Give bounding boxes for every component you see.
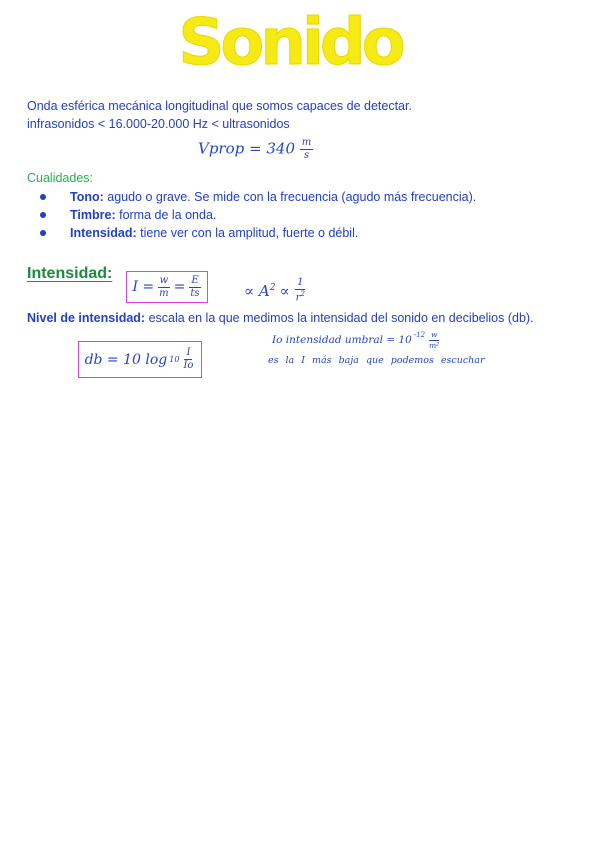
intensity-fraction-2 [188,276,201,299]
prop-a-sup: 2 [269,282,276,293]
intensity-lhs: I = [132,279,155,295]
cualidades-list [40,188,476,242]
intensidad-heading: Intensidad: [27,265,113,282]
intro-line-1: Onda esférica mecánica longitudinal que somos capaces de detectar. [27,99,412,113]
frac-den: ts [190,287,200,299]
intensity-fraction-1 [157,276,170,299]
db-log-base: 10 [169,355,180,364]
umbral-unit [427,331,441,349]
nivel-term: Nivel de intensidad: [27,311,146,325]
speed-unit-fraction [300,138,313,161]
prop-a: ∝ A [244,281,270,300]
prop-fraction [294,278,307,303]
list-item [40,206,476,224]
umbral-text: Io intensidad umbral = 10 [272,334,412,346]
speed-formula [198,138,313,161]
item-desc: tiene ver con la amplitud, fuerte o débil. [136,226,359,240]
item-desc: agudo o grave. Se mide con la frecuencia (agudo más frecuencia). [103,190,477,204]
db-lhs: db = 10 log [84,351,168,368]
item-term: Timbre: [70,208,116,222]
intro-line-2: infrasonidos < 16.000-20.000 Hz < ultrasonidos [27,117,290,131]
list-item [40,188,476,206]
speed-unit-den: s [303,150,310,161]
prop-symbol: ∝ [279,281,290,300]
speed-unit-num: m [301,137,312,148]
db-fraction [181,348,195,371]
frac-den-r: r [295,292,301,304]
intensity-eq: = [173,279,186,295]
intensity-formula-box [126,271,208,303]
item-term: Intensidad: [70,226,137,240]
page-title: Sonido [178,6,402,80]
item-term: Tono: [70,190,104,204]
frac-num: I [186,347,191,358]
frac-den: m² [429,340,440,350]
frac-den-sup: 2 [300,290,305,298]
umbral-note-2: es la I más baja que podemos escuchar [268,355,485,366]
frac-den: Io [183,360,194,371]
frac-den: m [159,287,169,299]
db-formula-box [78,341,202,378]
umbral-sup: -12 [413,331,426,339]
item-desc: forma de la onda. [115,208,217,222]
speed-eq: = 340 [249,139,295,158]
nivel-line [27,311,534,325]
cualidades-heading: Cualidades: [27,171,94,185]
list-item [40,224,476,242]
frac-num: 1 [297,277,304,288]
frac-den [294,290,307,303]
frac-num: w [430,330,438,339]
proportionality [244,278,307,303]
frac-num: E [191,274,199,286]
prop-amplitude [244,282,276,300]
speed-lhs: Vprop [198,139,245,158]
nivel-desc: escala en la que medimos la intensidad del sonido en decibelios (db). [145,311,534,325]
frac-num: w [159,274,169,286]
umbral-note [272,331,441,349]
